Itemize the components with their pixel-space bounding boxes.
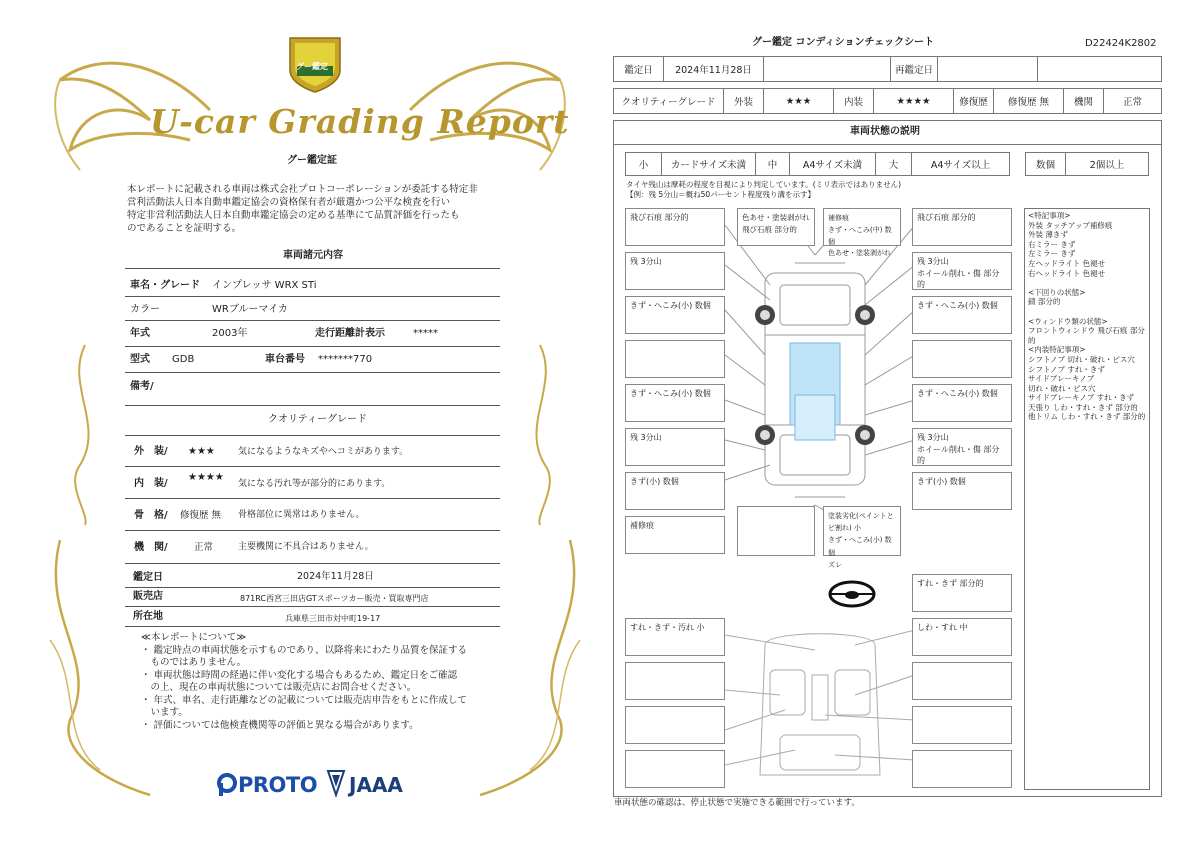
color-value: WRブルーマイカ (212, 304, 288, 315)
cert-title: グー鑑定証 (287, 155, 337, 166)
jaaa-logo-icon (326, 769, 346, 797)
ext-box-left-4 (625, 340, 725, 378)
ext-box-right-5: きず・へこみ(小) 数個 (912, 384, 1012, 422)
ext-box-left-5: きず・へこみ(小) 数個 (625, 384, 725, 422)
int-box-right-2: しわ・すれ 中 (912, 618, 1012, 656)
sheet-title: グー鑑定 コンディションチェックシート (752, 37, 935, 48)
quality-interior-label: 内 装/ (134, 478, 168, 489)
mileage-value: ***** (413, 328, 438, 339)
ext-box-bottom-1 (737, 506, 815, 556)
quality-heading: クオリティーグレード (268, 414, 367, 425)
ext-box-right-1: 飛び石痕 部分的 (912, 208, 1012, 246)
spec-heading: 車両諸元内容 (283, 250, 343, 261)
doc-id: D22424K2802 (1085, 38, 1157, 49)
quality-frame-desc: 骨格部位に異常はありません。 (238, 510, 365, 520)
int-box-left-2 (625, 662, 725, 700)
quality-engine-desc: 主要機関に不具合はありません。 (238, 542, 374, 552)
quality-interior-value: ★★★★ (188, 472, 224, 483)
quality-frame-label: 骨 格/ (134, 510, 168, 521)
ext-box-top-1: 色あせ・塗装剥がれ 飛び石痕 部分的 (737, 208, 815, 246)
ext-box-right-4 (912, 340, 1012, 378)
grade-row: クオリティーグレード 外装 ★★★ 内装 ★★★★ 修復歴 修復歴 無 機関 正常 (613, 88, 1162, 114)
car-interior-diagram (725, 615, 915, 790)
ext-box-right-3: きず・へこみ(小) 数個 (912, 296, 1012, 334)
side-ornament-left (60, 345, 110, 525)
quality-exterior-value: ★★★ (188, 446, 215, 457)
year-value: 2003年 (212, 328, 248, 339)
ext-box-right-2: 残 3分山 ホイール削れ・傷 部分的 (912, 252, 1012, 290)
color-label: カラー (130, 304, 160, 315)
row1-date-label: 鑑定日 (614, 57, 664, 81)
ext-box-right-7: きず(小) 数個 (912, 472, 1012, 510)
row1-re-label: 再鑑定日 (891, 57, 938, 81)
special-notes-panel (1024, 208, 1150, 790)
steering-wheel-icon (828, 580, 876, 608)
notes-label: 備考/ (130, 381, 154, 392)
quality-exterior-desc: 気になるようなキズやヘコミがあります。 (238, 447, 409, 457)
side-ornament-right (515, 345, 565, 525)
mileage-label: 走行距離計表示 (315, 328, 385, 339)
int-box-right-5 (912, 750, 1012, 788)
dealer-label: 販売店 (133, 591, 163, 602)
special-notes-list: <特記事項> 外装 タッチアップ補修痕 外装 薄きず 右ミラー きず 左ミラー きず 左ヘッドライト 色褪せ 右ヘッドライト 色褪せ <下回りの状態> 錆 部分的 <ウィンドウ類の状態> フロントウィンドウ 飛び石痕 部分的 <内装特記事項> シフトノブ 切れ・破れ・ピス穴 シフトノブ すれ・きず サイドブレーキノブ 切れ・破れ・ピス穴 サイドブレーキノブ すれ・きず 天張り しわ・すれ・きず 部分的 他トリム しわ・すれ・きず 部分的 (1028, 211, 1146, 422)
tire-note-2: 【例：残 5分山＝概ね50パーセント程度残り溝を示す】 (626, 190, 816, 199)
quality-engine-label: 機 関/ (134, 542, 168, 553)
model-value: GDB (172, 354, 195, 365)
notice-title: ≪本レポートについて≫ (141, 632, 247, 643)
count-legend: 数個 2個以上 (1025, 152, 1149, 176)
name-value: インプレッサ WRX STi (212, 280, 317, 291)
address-label: 所在地 (133, 611, 163, 622)
badge-text: グー鑑定 (296, 62, 328, 71)
tire-note-1: タイヤ残山は摩耗の程度を目視により判定しています。(ミリ表示ではありません) (626, 180, 902, 189)
int-box-left-3 (625, 706, 725, 744)
model-label: 型式 (130, 354, 150, 365)
jaaa-logo-text: JAAA (349, 773, 403, 797)
script-title: U-car Grading Report (150, 102, 570, 141)
address-value: 兵庫県三田市対中町19-17 (285, 614, 381, 623)
quality-frame-value: 修復歴 無 (180, 510, 222, 521)
date-value: 2024年11月28日 (297, 571, 374, 582)
name-label: 車名・グレード (130, 280, 200, 291)
int-box-right-3 (912, 662, 1012, 700)
year-label: 年式 (130, 328, 150, 339)
int-box-right-1: すれ・きず 部分的 (912, 574, 1012, 612)
ext-box-left-3: きず・へこみ(小) 数個 (625, 296, 725, 334)
corner-ornament-bottom-right (470, 540, 590, 800)
car-exterior-diagram (725, 255, 915, 505)
size-legend: 小 カードサイズ未満 中 A4サイズ未満 大 A4サイズ以上 (625, 152, 1010, 176)
ext-box-left-1: 飛び石痕 部分的 (625, 208, 725, 246)
int-box-left-1: すれ・きず・汚れ 小 (625, 618, 725, 656)
ext-box-left-6: 残 3分山 (625, 428, 725, 466)
ext-box-top-2: 補修痕 きず・へこみ(中) 数個 色あせ・塗装剥がれ (823, 208, 901, 246)
chassis-value: *******770 (318, 354, 373, 365)
date-label: 鑑定日 (133, 572, 163, 583)
date-row (613, 56, 1162, 82)
ext-box-bottom-2: 塗装劣化(ペイントとビ割れ) 小 きず・へこみ(小) 数個 ズレ (823, 506, 901, 556)
ext-box-left-7: きず(小) 数個 (625, 472, 725, 510)
ext-box-left-2: 残 3分山 (625, 252, 725, 290)
footer-note: 車両状態の確認は、停止状態で実施できる範囲で行っています。 (614, 798, 860, 808)
ext-box-left-8: 補修痕 (625, 516, 725, 554)
section-title: 車両状態の説明 (850, 126, 920, 137)
ext-box-right-6: 残 3分山 ホイール削れ・傷 部分的 (912, 428, 1012, 466)
quality-interior-desc: 気になる汚れ等が部分的にあります。 (238, 479, 391, 489)
dealer-value: 871RC西宮三田店GTスポーツカー販売・買取専門店 (240, 594, 429, 603)
quality-engine-value: 正常 (194, 542, 214, 553)
int-box-right-4 (912, 706, 1012, 744)
proto-logo-text: PROTO (238, 773, 318, 797)
int-box-left-4 (625, 750, 725, 788)
proto-logo-icon (216, 773, 238, 797)
chassis-label: 車台番号 (265, 354, 305, 365)
quality-exterior-label: 外 装/ (134, 446, 168, 457)
row1-date-value: 2024年11月28日 (664, 57, 764, 81)
